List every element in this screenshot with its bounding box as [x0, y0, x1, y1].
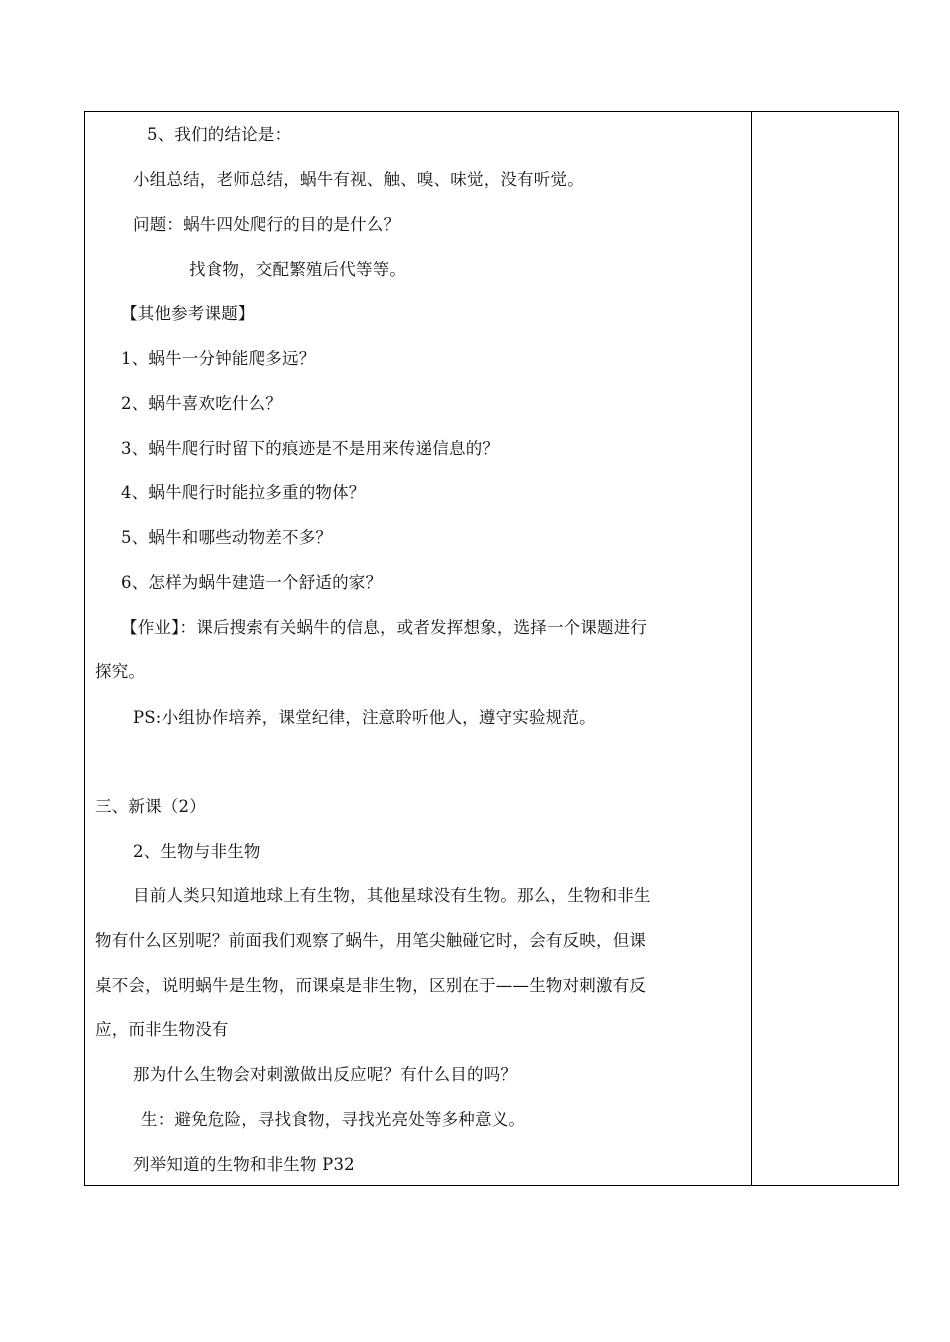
- section-heading: 三、新课（2）: [95, 797, 206, 816]
- paragraph-line: 应，而非生物没有: [95, 1020, 229, 1039]
- text-line: 小组总结，老师总结，蜗牛有视、触、嗅、味觉，没有听觉。: [133, 170, 584, 189]
- list-item: 5、蜗牛和哪些动物差不多？: [121, 528, 333, 547]
- text-line: 列举知道的生物和非生物 P32: [133, 1155, 355, 1174]
- list-item: 1、蜗牛一分钟能爬多远？: [121, 349, 316, 368]
- text-line: 问题：蜗牛四处爬行的目的是什么？: [133, 215, 401, 234]
- list-item: 2、蜗牛喜欢吃什么？: [121, 394, 282, 413]
- homework-line: 探究。: [95, 662, 146, 681]
- homework-line: 【作业】：课后搜索有关蜗牛的信息，或者发挥想象，选择一个课题进行: [121, 618, 648, 637]
- sub-heading: 2、生物与非生物: [133, 842, 261, 861]
- section-heading: 【其他参考课题】: [121, 304, 255, 323]
- list-item: 4、蜗牛爬行时能拉多重的物体？: [121, 483, 366, 502]
- text-line: 那为什么生物会对刺激做出反应呢？有什么目的吗？: [133, 1065, 518, 1084]
- text-line: 生：避免危险，寻找食物，寻找光亮处等多种意义。: [141, 1110, 526, 1129]
- text-line: PS:小组协作培养，课堂纪律，注意聆听他人，遵守实验规范。: [133, 708, 596, 727]
- paragraph-line: 桌不会，说明蜗牛是生物，而课桌是非生物，区别在于——生物对刺激有反: [95, 976, 647, 995]
- content-cell: [85, 112, 751, 1185]
- paragraph-line: 目前人类只知道地球上有生物，其他星球没有生物。那么，生物和非生: [133, 886, 651, 905]
- text-line: 5、我们的结论是：: [147, 125, 292, 144]
- list-item: 3、蜗牛爬行时留下的痕迹是不是用来传递信息的？: [121, 439, 500, 458]
- paragraph-line: 物有什么区别呢？前面我们观察了蜗牛，用笔尖触碰它时，会有反映，但课: [95, 931, 647, 950]
- notes-cell: [752, 112, 898, 1185]
- lesson-table: [84, 111, 899, 1186]
- list-item: 6、怎样为蜗牛建造一个舒适的家？: [121, 573, 383, 592]
- text-line: 找食物，交配繁殖后代等等。: [189, 260, 407, 279]
